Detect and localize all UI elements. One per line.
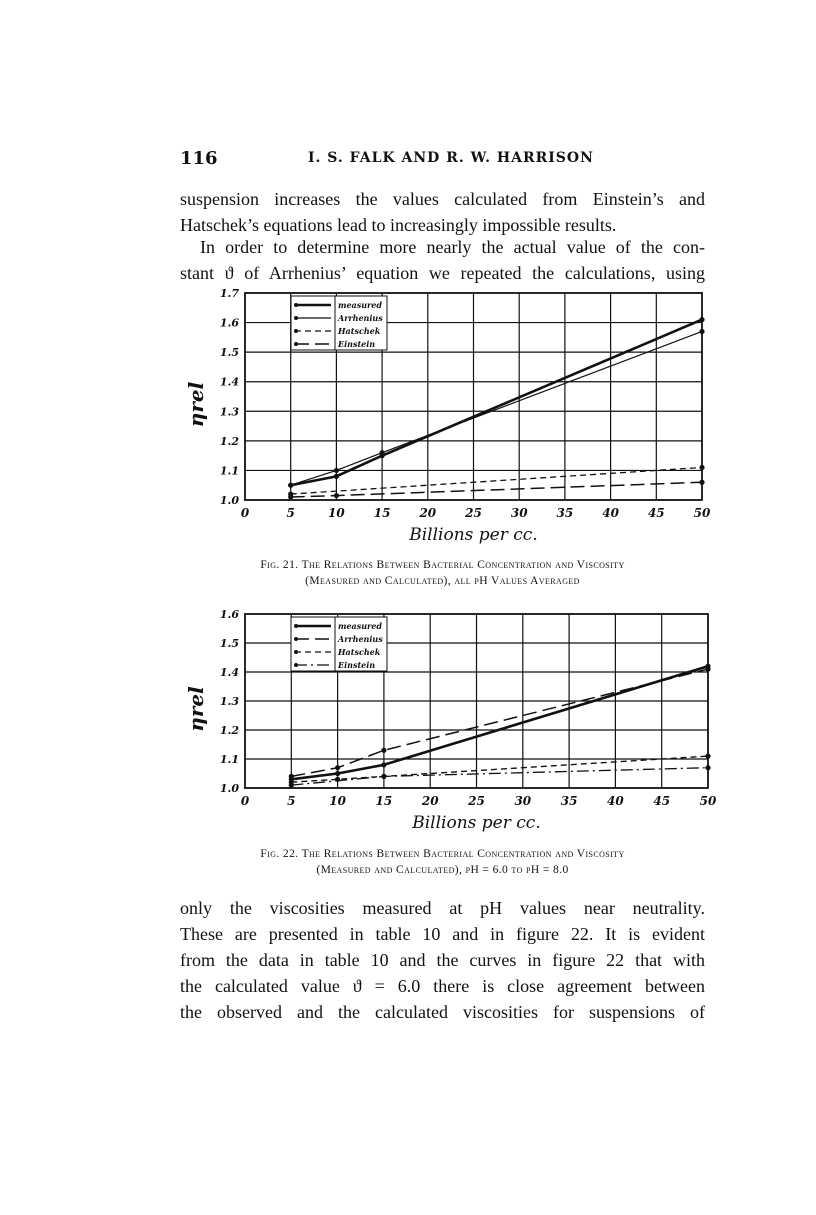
text-line: the observed and the calculated viscosities for suspensions of [180, 1002, 705, 1022]
y-tick-label: 1.6 [219, 316, 239, 330]
legend-marker [294, 663, 298, 667]
caption-line: Fig. 21. The Relations Between Bacterial Concentration and Viscosity [260, 559, 625, 571]
x-tick-label: 35 [556, 506, 574, 520]
x-tick-label: 50 [699, 794, 717, 808]
x-tick-label: 30 [514, 794, 532, 808]
y-tick-label: 1.1 [219, 753, 239, 766]
text-line: the calculated value ϑ = 6.0 there is close agreement between [180, 976, 705, 996]
data-point-arrhenius [705, 667, 710, 672]
caption-fig22 [180, 846, 705, 878]
caption-line: Fig. 22. The Relations Between Bacterial Concentration and Viscosity [260, 848, 625, 860]
x-tick-label: 50 [693, 506, 711, 520]
data-point-einstein [699, 480, 704, 485]
legend-marker [294, 342, 298, 346]
y-tick-label: 1.0 [219, 782, 239, 795]
data-point-einstein [288, 494, 293, 499]
x-tick-label: 45 [653, 794, 671, 808]
x-tick-label: 10 [328, 506, 345, 520]
x-tick-label: 40 [607, 794, 624, 808]
caption-line: (Measured and Calculated), pH = 6.0 to pH = 8.0 [316, 864, 569, 876]
y-tick-label: 1.6 [219, 608, 239, 621]
y-tick-label: 1.3 [219, 405, 239, 419]
y-tick-label: 1.4 [219, 666, 239, 679]
legend-label-einstein: Einstein [338, 339, 376, 349]
x-tick-label: 15 [375, 794, 393, 808]
data-point-einstein [381, 774, 386, 779]
data-point-measured [381, 762, 386, 767]
page-number: 116 [180, 148, 218, 169]
chart-fig21 [160, 285, 720, 550]
x-tick-label: 40 [602, 506, 619, 520]
chart-fig22 [160, 608, 720, 843]
x-tick-label: 20 [421, 794, 439, 808]
figure-22 [160, 608, 720, 847]
running-head: I. S. FALK AND R. W. HARRISON [308, 150, 594, 166]
legend-marker [294, 303, 298, 307]
y-tick-label: 1.2 [219, 724, 239, 737]
page-header [180, 148, 705, 172]
data-point-hatschek [699, 465, 704, 470]
x-tick-label: 10 [329, 794, 346, 808]
legend-label-arrhenius: Arrhenius [338, 313, 383, 323]
y-tick-label: 1.3 [219, 695, 239, 708]
data-point-measured [334, 474, 339, 479]
y-tick-label: 1.5 [219, 637, 239, 650]
text-line: Hatschek’s equations lead to increasingly impossible results. [180, 215, 617, 235]
legend-label-hatschek: Hatschek [338, 326, 381, 336]
y-axis-title: ηrel [184, 381, 208, 428]
x-tick-label: 45 [647, 506, 665, 520]
text-line: from the data in table 10 and the curves in figure 22 that with [180, 950, 705, 970]
text-line: These are presented in table 10 and in figure 22. It is evident [180, 924, 705, 944]
data-point-measured [335, 771, 340, 776]
y-tick-label: 1.7 [219, 287, 239, 300]
x-tick-label: 25 [465, 506, 482, 520]
text-line: In order to determine more nearly the actual value of the con- [200, 237, 705, 257]
x-tick-label: 5 [286, 506, 295, 520]
data-point-einstein [705, 765, 710, 770]
x-tick-label: 35 [560, 794, 578, 808]
paragraph-3 [180, 895, 705, 1025]
x-tick-label: 0 [240, 794, 250, 808]
legend-marker [294, 650, 298, 654]
caption-fig21 [180, 557, 705, 589]
x-tick-label: 5 [287, 794, 296, 808]
legend-marker [294, 637, 298, 641]
data-point-arrhenius [334, 468, 339, 473]
legend-label-measured: measured [338, 621, 382, 631]
caption-line: (Measured and Calculated), all pH Values Averaged [305, 575, 580, 587]
y-tick-label: 1.5 [219, 346, 239, 360]
data-point-hatschek [705, 754, 710, 759]
legend-label-measured: measured [338, 300, 382, 310]
text-line: suspension increases the values calculated from Einstein’s and [180, 189, 705, 209]
paragraph-2 [180, 234, 705, 286]
data-point-arrhenius [699, 329, 704, 334]
text-line: stant ϑ of Arrhenius’ equation we repeated the calculations, using [180, 263, 705, 283]
legend-label-einstein: Einstein [338, 660, 376, 670]
y-tick-label: 1.2 [219, 434, 239, 448]
data-point-arrhenius [380, 450, 385, 455]
paragraph-1 [180, 186, 705, 238]
data-point-arrhenius [289, 774, 294, 779]
y-tick-label: 1.4 [219, 375, 239, 389]
x-tick-label: 15 [373, 506, 391, 520]
data-point-arrhenius [288, 483, 293, 488]
legend-label-hatschek: Hatschek [338, 647, 381, 657]
data-point-einstein [289, 783, 294, 788]
text-line: only the viscosities measured at pH values near neutrality. [180, 898, 705, 918]
legend-label-arrhenius: Arrhenius [338, 634, 383, 644]
x-tick-label: 25 [468, 794, 485, 808]
legend-marker [294, 329, 298, 333]
x-axis-title: Billions per cc. [409, 525, 538, 545]
x-tick-label: 30 [510, 506, 528, 520]
legend-marker [294, 316, 298, 320]
data-point-measured [699, 317, 704, 322]
y-tick-label: 1.0 [219, 494, 239, 507]
data-point-arrhenius [381, 748, 386, 753]
data-point-einstein [334, 493, 339, 498]
data-point-arrhenius [335, 765, 340, 770]
figure-21 [160, 285, 720, 554]
y-axis-title: ηrel [184, 686, 208, 732]
x-tick-label: 0 [240, 506, 250, 520]
x-axis-title: Billions per cc. [412, 813, 541, 833]
legend-marker [294, 624, 298, 628]
x-tick-label: 20 [419, 506, 437, 520]
y-tick-label: 1.1 [219, 464, 239, 478]
